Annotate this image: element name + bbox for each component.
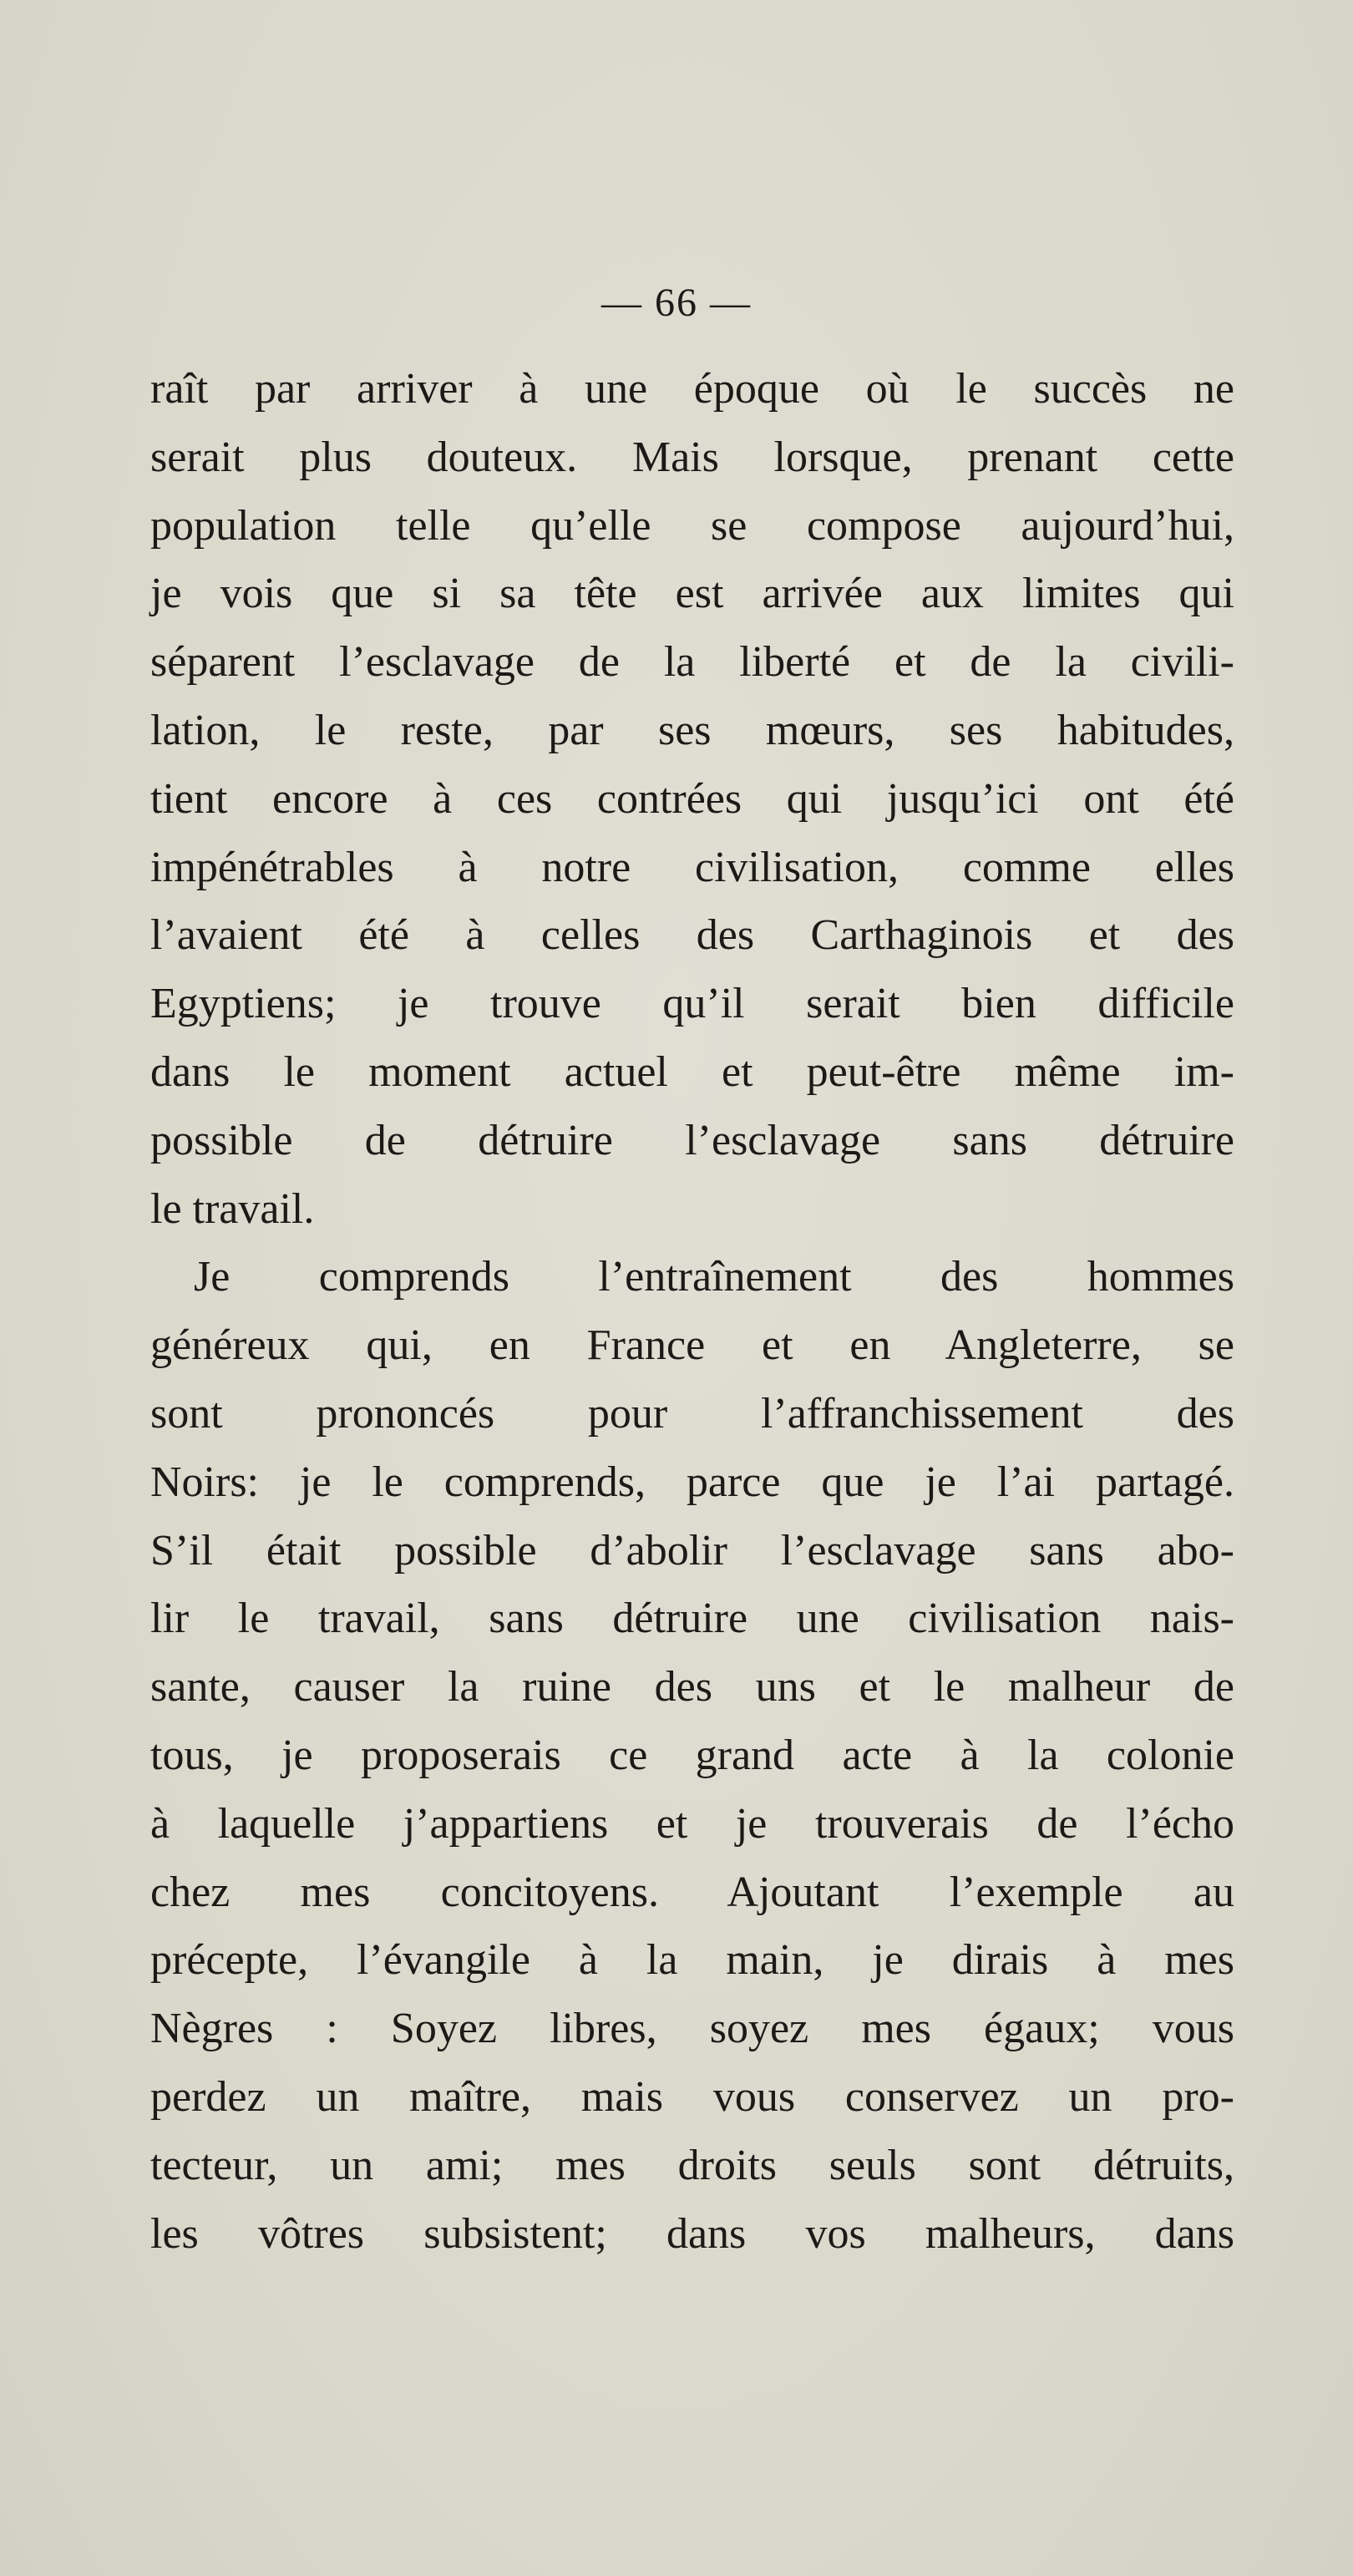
text-line: serait plus douteux. Mais lorsque, prenant cette xyxy=(150,433,1234,481)
text-line: précepte, l’évangile à la main, je dirais à mes xyxy=(150,1936,1234,1985)
text-line: dans le moment actuel et peut-être même im- xyxy=(150,1047,1234,1096)
text-line: Noirs: je le comprends, parce que je l’ai partagé. xyxy=(150,1458,1234,1506)
paragraph-1 xyxy=(150,355,1234,1243)
text-line: tous, je proposerais ce grand acte à la colonie xyxy=(150,1731,1234,1779)
text-line: perdez un maître, mais vous conservez un pro- xyxy=(150,2072,1234,2121)
text-line: S’il était possible d’abolir l’esclavage sans abo- xyxy=(150,1526,1234,1575)
text-line: chez mes concitoyens. Ajoutant l’exemple au xyxy=(150,1868,1234,1916)
text-line: l’avaient été à celles des Carthaginois et des xyxy=(150,911,1234,960)
text-line: sont prononcés pour l’affranchissement des xyxy=(150,1389,1234,1438)
text-line: je vois que si sa tête est arrivée aux limites qui xyxy=(150,570,1234,618)
text-line: population telle qu’elle se compose aujourd’hui, xyxy=(150,501,1234,550)
text-line: Nègres : Soyez libres, soyez mes égaux; vous xyxy=(150,2005,1234,2053)
body-text xyxy=(150,355,1234,2268)
text-line: généreux qui, en France et en Angleterre, se xyxy=(150,1321,1234,1370)
text-line: à laquelle j’appartiens et je trouverais de l’écho xyxy=(150,1799,1234,1848)
text-line: séparent l’esclavage de la liberté et de la civili- xyxy=(150,638,1234,687)
text-line: sante, causer la ruine des uns et le malheur de xyxy=(150,1663,1234,1711)
text-line: tient encore à ces contrées qui jusqu’ici ont été xyxy=(150,774,1234,823)
text-line: Egyptiens; je trouve qu’il serait bien difficile xyxy=(150,980,1234,1028)
text-line: tecteur, un ami; mes droits seuls sont détruits, xyxy=(150,2141,1234,2189)
text-line: Je comprends l’entraînement des hommes xyxy=(194,1253,1234,1301)
text-line: lir le travail, sans détruire une civilisation nais- xyxy=(150,1595,1234,1643)
text-line: possible de détruire l’esclavage sans détruire xyxy=(150,1116,1234,1164)
page-number: — 66 — xyxy=(601,281,752,325)
text-line: impénétrables à notre civilisation, comme elles xyxy=(150,843,1234,891)
paragraph-2 xyxy=(150,1243,1234,2268)
text-line: raît par arriver à une époque où le succès ne xyxy=(150,365,1234,413)
text-line: le travail. xyxy=(150,1184,315,1233)
text-line: les vôtres subsistent; dans vos malheurs, dans xyxy=(150,2209,1234,2258)
text-line: lation, le reste, par ses mœurs, ses habitudes, xyxy=(150,706,1234,754)
